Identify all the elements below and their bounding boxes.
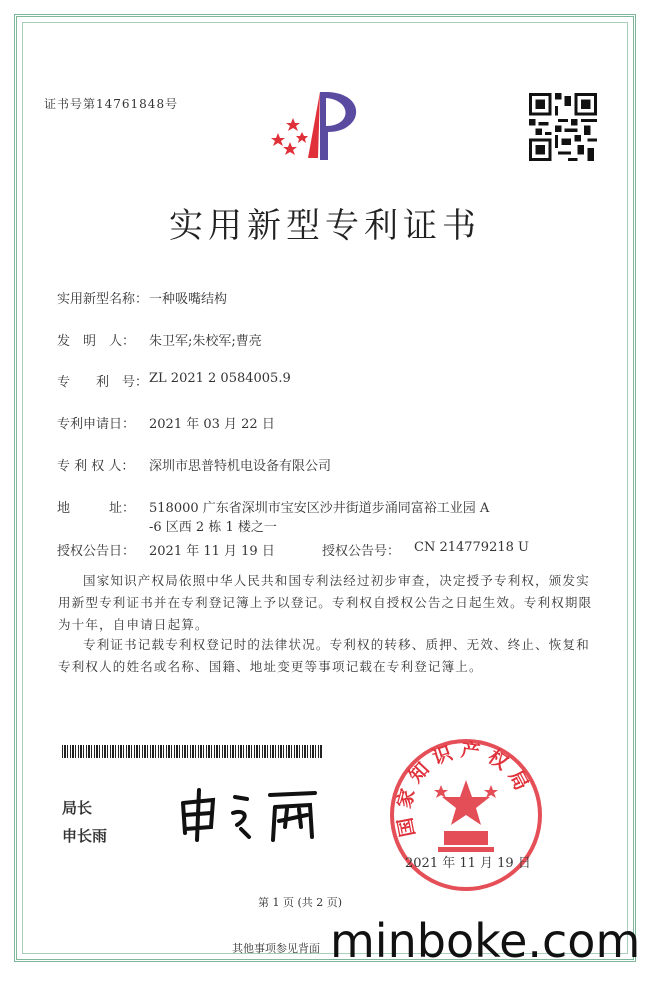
director-name: 申长雨 [62,827,108,845]
field-value: ZL 2021 2 0584005.9 [149,371,291,386]
field-label: 实用新型名称： [57,292,149,307]
page-info: 第 1 页 (共 2 页) [257,896,343,909]
seal-date: 2021 年 11 月 19 日 [405,856,531,871]
cnipa-logo [268,88,378,168]
field-announce-number [322,540,529,559]
director-signature [175,785,325,845]
field-value: 深圳市思普特机电设备有限公司 [149,459,332,474]
field-label: 发 明 人： [57,334,136,349]
field-value: 朱卫军;朱校军;曹亮 [149,334,262,349]
field-label: 专利申请日： [57,417,136,432]
certificate-number: 证书号第14761848号 [44,97,179,111]
field-label: 授权公告号： [322,544,401,559]
address-line-1: 518000 广东省深圳市宝安区沙井街道步涌同富裕工业园 A [149,501,490,516]
field-value: 2021 年 03 月 22 日 [149,417,275,432]
field-patentee [57,455,331,474]
field-value: 2021 年 11 月 19 日 [149,544,275,559]
director-title: 局长 [62,799,93,817]
barcode [62,745,322,758]
certificate-title: 实用新型专利证书 [169,206,481,246]
official-seal [386,735,546,895]
grant-statement: 国家知识产权局依照中华人民共和国专利法经过初步审查，决定授予专利权，颁发实用新型专利证书并在专利登记簿上予以登记。专利权自授权公告之日起生效。专利权期限为十年，自申请日起算。 [58,573,593,632]
field-label: 授权公告日： [57,544,136,559]
seal-text: 国家知识产权局 [392,739,536,839]
star-icons [271,118,308,155]
field-announce-date [57,540,275,559]
field-patent-number [57,371,291,390]
field-value [149,497,489,535]
qr-code [528,93,598,161]
field-value: CN 214779218 U [414,540,529,555]
field-address [57,497,489,535]
watermark: minboke.com [330,914,641,968]
field-application-date [57,413,275,432]
field-label: 地 址： [57,501,136,516]
field-label: 专 利 号： [57,375,149,390]
address-line-2: -6 区西 2 栋 1 楼之一 [149,520,277,535]
field-label: 专 利 权 人： [57,459,135,474]
back-note: 其他事项参见背面 [232,942,320,955]
field-utility-model-name [57,288,227,307]
field-inventors [57,330,262,349]
legal-status-statement: 专利证书记载专利权登记时的法律状况。专利权的转移、质押、无效、终止、恢复和专利权人的姓名或名称、国籍、地址变更等事项记载在专利登记簿上。 [58,637,590,674]
field-value: 一种吸嘴结构 [149,292,228,307]
